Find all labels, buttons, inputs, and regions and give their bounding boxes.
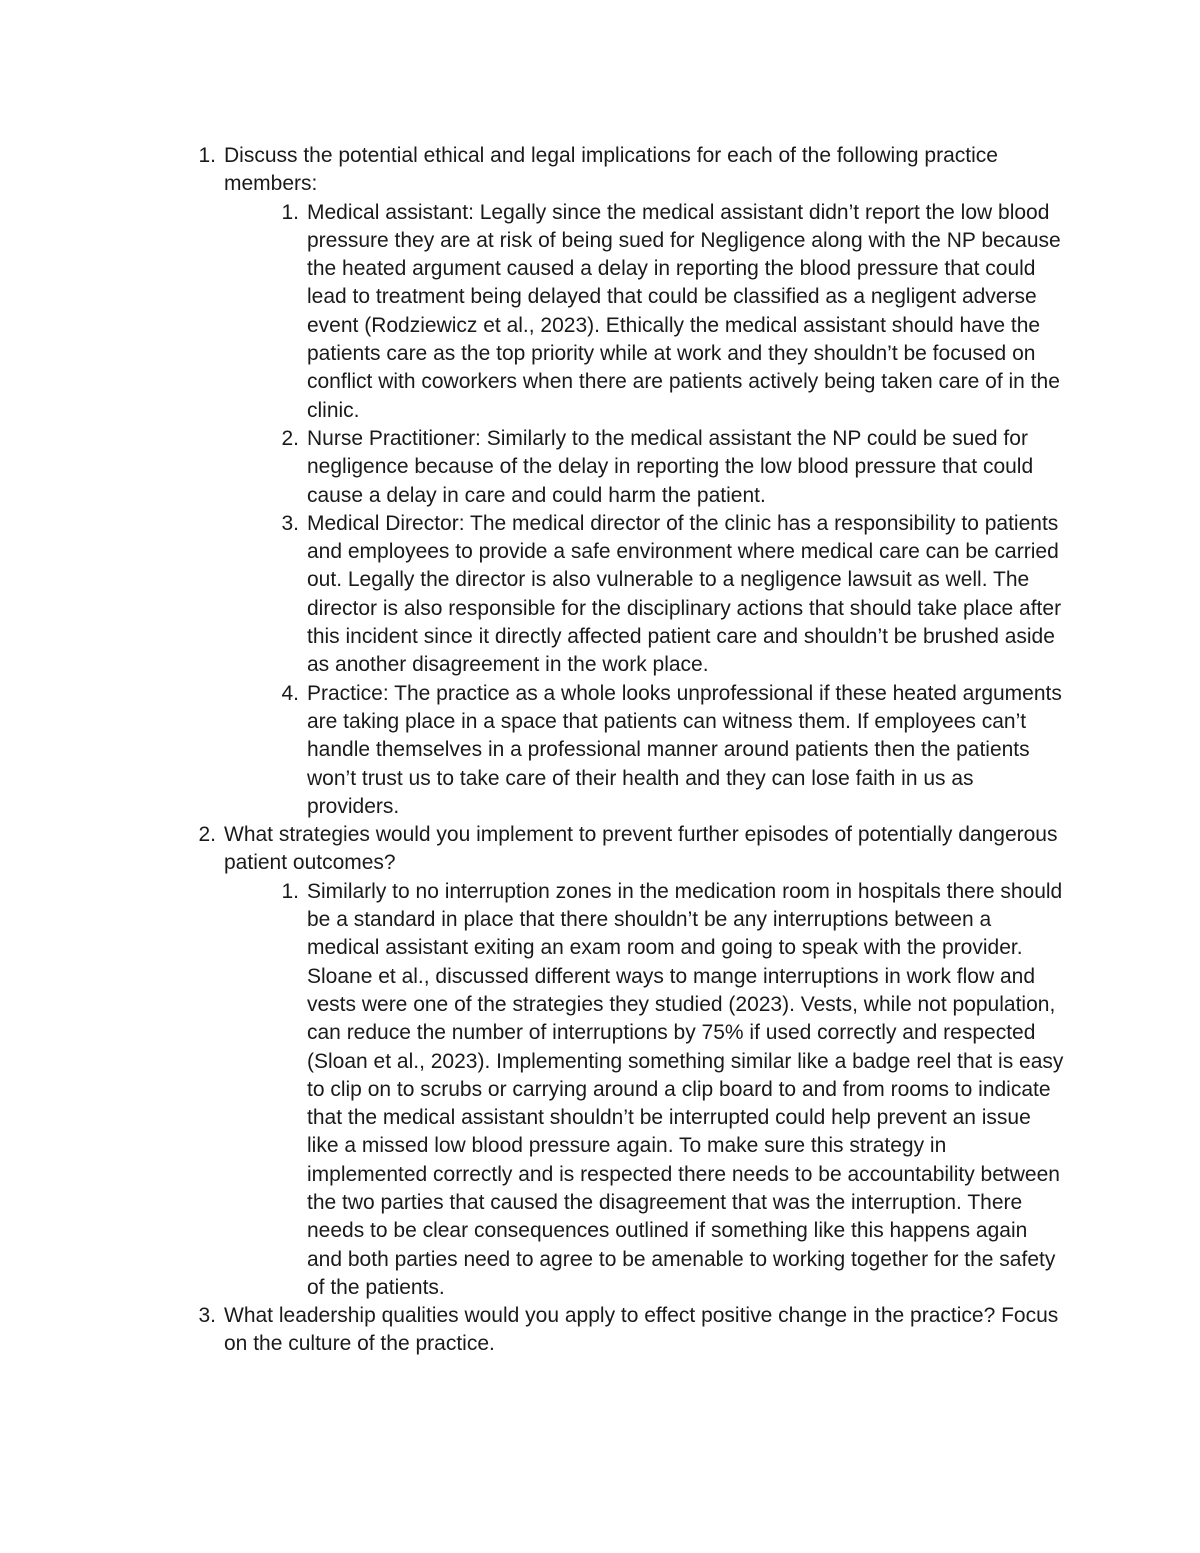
question-text: What leadership qualities would you apply to effect positive change in the practice? Focus on the culture of the practice.	[224, 1304, 1059, 1356]
answer-text: Nurse Practitioner: Similarly to the medical assistant the NP could be sued for negligence because of the delay in reporting the low blood pressure that could cause a delay in care and could harm the patient.	[307, 426, 1034, 507]
answer-item-nurse-practitioner	[281, 425, 1064, 510]
answer-item-strategy	[281, 878, 1064, 1302]
answer-text: Medical assistant: Legally since the medical assistant didn’t report the low blood pressure they are at risk of being sued for Negligence along with the NP because the heated argument caused a delay in reporting the blood pressure that could lead to treatment being delayed that could be classified as a negligent adverse event (Rodziewicz et al., 2023). Ethically the medical assistant should have the patients care as the top priority while at work and they shouldn’t be focused on conflict with coworkers when there are patients actively being taken care of in the clinic.	[307, 200, 1061, 422]
answer-text: Similarly to no interruption zones in the medication room in hospitals there should be a standard in place that there shouldn’t be any interruptions between a medical assistant exiting an exam room and going to speak with the provider. Sloane et al., discussed different ways to mange interruptions in work flow and vests were one of the strategies they studied (2023). Vests, while not population, can reduce the number of interruptions by 75% if used correctly and respected (Sloan et al., 2023). Implementing something similar like a badge reel that is easy to clip on to scrubs or carrying around a clip board to and from rooms to indicate that the medical assistant shouldn’t be interrupted could help prevent an issue like a missed low blood pressure again. To make sure this strategy in implemented correctly and is respected there needs to be accountability between the two parties that caused the disagreement that was the interruption. There needs to be clear consequences outlined if something like this happens again and both parties need to agree to be amenable to working together for the safety of the patients.	[307, 879, 1064, 1299]
document-body	[198, 142, 1064, 1359]
answer-number: 1.	[281, 879, 299, 903]
question-item-3	[198, 1302, 1064, 1359]
answer-text: Medical Director: The medical director of the clinic has a responsibility to patients and employees to provide a safe environment where medical care can be carried out. Legally the director is also vulnerable to a negligence lawsuit as well. The director is also responsible for the disciplinary actions that should take place after this incident since it directly affected patient care and shouldn’t be brushed aside as another disagreement in the work place.	[307, 511, 1062, 677]
question-list	[198, 142, 1064, 1359]
question-text: Discuss the potential ethical and legal implications for each of the following practice members:	[224, 144, 998, 196]
question-text: What strategies would you implement to prevent further episodes of potentially dangerous patient outcomes?	[224, 823, 1058, 875]
answer-item-medical-director	[281, 510, 1064, 680]
answer-number: 1.	[281, 200, 299, 224]
answer-number: 2.	[281, 426, 299, 450]
question-number: 3.	[198, 1304, 216, 1328]
answer-list	[281, 878, 1064, 1302]
answer-number: 3.	[281, 511, 299, 535]
answer-item-medical-assistant	[281, 199, 1064, 425]
answer-number: 4.	[281, 681, 299, 705]
answer-list	[281, 199, 1064, 822]
question-item-2	[198, 821, 1064, 1302]
question-number: 1.	[198, 144, 216, 167]
question-number: 2.	[198, 823, 216, 847]
answer-text: Practice: The practice as a whole looks unprofessional if these heated arguments are taking place in a space that patients can witness them. If employees can’t handle themselves in a professional manner around patients then the patients won’t trust us to take care of their health and they can lose faith in us as providers.	[307, 681, 1062, 818]
answer-item-practice	[281, 680, 1064, 821]
question-item-1	[198, 142, 1064, 821]
